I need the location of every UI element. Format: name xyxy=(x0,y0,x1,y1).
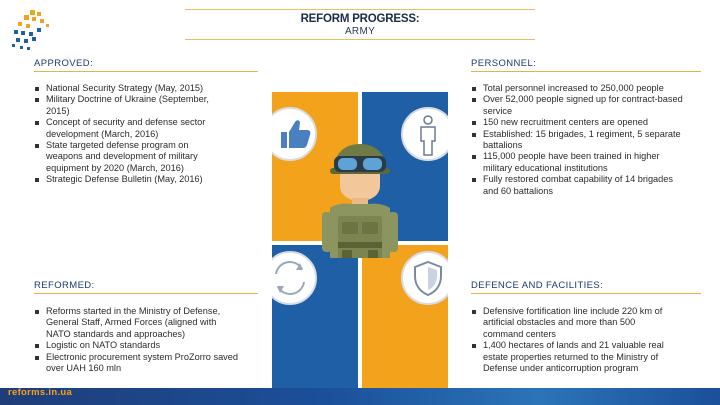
list-item: Over 52,000 people signed up for contract-based service xyxy=(471,94,711,117)
list-item: Military Doctrine of Ukraine (September, 2015) xyxy=(34,94,264,117)
list-item: National Security Strategy (May, 2015) xyxy=(34,83,264,94)
reformed-list xyxy=(34,306,264,374)
list-item: Concept of security and defense sector development (March, 2016) xyxy=(34,117,264,140)
footer-site: reforms.in.ua xyxy=(8,387,73,398)
list-item: 115,000 people have been trained in higher military educational institutions xyxy=(471,151,711,174)
person-icon xyxy=(402,108,448,160)
reformed-heading: REFORMED: xyxy=(34,280,258,294)
defence-list xyxy=(471,306,711,374)
approved-heading: APPROVED: xyxy=(34,58,258,72)
page-subtitle: ARMY xyxy=(344,26,376,37)
shield-icon xyxy=(402,252,448,304)
personnel-heading: PERSONNEL: xyxy=(471,58,701,72)
title-bottom-rule xyxy=(185,39,535,40)
title-block xyxy=(185,9,535,40)
title-top-rule xyxy=(185,9,535,10)
list-item: 150 new recruitment centers are opened xyxy=(471,117,711,128)
center-graphic xyxy=(272,92,448,394)
footer-bar xyxy=(0,388,720,405)
list-item: State targeted defense program on weapons and development of military equipment by 2020 (March, 2016) xyxy=(34,140,264,174)
list-item: Total personnel increased to 250,000 people xyxy=(471,83,711,94)
refresh-icon xyxy=(272,252,316,304)
list-item: Fully restored combat capability of 14 brigades and 60 battalions xyxy=(471,174,711,197)
list-item: 1,400 hectares of lands and 21 valuable real estate properties returned to the Ministry of Defense under anticorruption program xyxy=(471,340,711,374)
list-item: Strategic Defense Bulletin (May, 2016) xyxy=(34,174,264,185)
list-item: Logistic on NATO standards xyxy=(34,340,264,351)
list-item: Defensive fortification line include 220 km of artificial obstacles and more than 500 command centers xyxy=(471,306,711,340)
defence-heading: DEFENCE AND FACILITIES: xyxy=(471,280,701,294)
list-item: Established: 15 brigades, 1 regiment, 5 separate battalions xyxy=(471,129,711,152)
list-item: Reforms started in the Ministry of Defense, General Staff, Armed Forces (aligned with NATO standards and approaches) xyxy=(34,306,264,340)
approved-list xyxy=(34,83,264,186)
list-item: Electronic procurement system ProZorro saved over UAH 160 mln xyxy=(34,352,264,375)
thumbs-up-icon xyxy=(272,108,316,160)
logo-icon xyxy=(8,6,54,56)
page-title: REFORM PROGRESS: xyxy=(300,13,420,25)
personnel-list xyxy=(471,83,711,197)
